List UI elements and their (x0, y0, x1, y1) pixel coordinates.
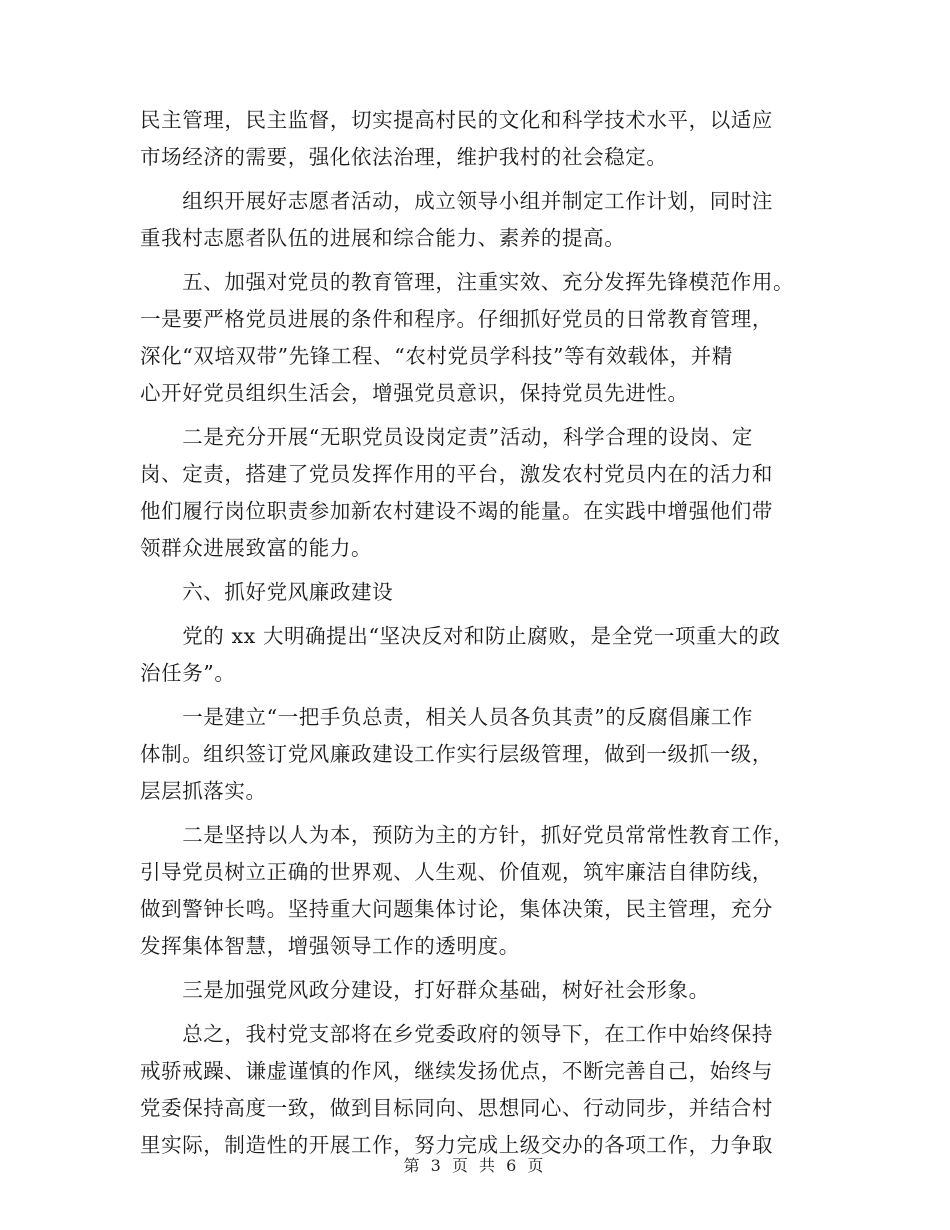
text-line: 三是加强党风政分建设，打好群众基础，树好社会形象。 (140, 978, 710, 1002)
text-line: 心开好党员组织生活会，增强党员意识，保持党员先进性。 (140, 381, 689, 405)
text-line: 党的 xx 大明确提出“坚决反对和防止腐败，是全党一项重大的政 (140, 624, 781, 648)
text-line: 党委保持高度一致，做到目标同向、思想同心、行动同步，并结合村 (140, 1096, 773, 1120)
text-line: 六、抓好党风廉政建设 (140, 580, 394, 604)
text-line: 治任务”。 (140, 661, 236, 685)
text-line: 一是建立“一把手负总责，相关人员各负其责”的反腐倡廉工作 (140, 705, 753, 729)
text-line: 二是充分开展“无职党员设岗定责”活动，科学合理的设岗、定 (140, 425, 753, 449)
text-line: 发挥集体智慧，增强领导工作的透明度。 (140, 934, 520, 958)
text-line: 戒骄戒躁、谦虚谨慎的作风，继续发扬优点，不断完善自己，始终与 (140, 1059, 773, 1083)
text-line: 组织开展好志愿者活动，成立领导小组并制定工作计划，同时注 (140, 189, 773, 213)
text-line: 重我村志愿者队伍的进展和综合能力、素养的提高。 (140, 226, 626, 250)
text-line: 深化“双培双带”先锋工程、“农村党员学科技”等有效载体，并精 (140, 344, 733, 368)
text-line: 引导党员树立正确的世界观、人生观、价值观，筑牢廉洁自律防线， (140, 860, 773, 884)
text-line: 里实际，制造性的开展工作，努力完成上级交办的各项工作，力争取 (140, 1133, 773, 1157)
text-line: 他们履行岗位职责参加新农村建设不竭的能量。在实践中增强他们带 (140, 499, 773, 523)
text-line: 五、加强对党员的教育管理，注重实效、充分发挥先锋模范作用。 (140, 270, 795, 294)
text-line: 总之，我村党支部将在乡党委政府的领导下，在工作中始终保持 (140, 1022, 773, 1046)
text-line: 民主管理，民主监督，切实提高村民的文化和科学技术水平，以适应 (140, 108, 773, 132)
text-line: 做到警钟长鸣。坚持重大问题集体讨论，集体决策，民主管理，充分 (140, 897, 773, 921)
text-line: 体制。组织签订党风廉政建设工作实行层级管理，做到一级抓一级， (140, 742, 773, 766)
text-line: 领群众进展致富的能力。 (140, 536, 373, 560)
text-line: 岗、定责，搭建了党员发挥作用的平台，激发农村党员内在的活力和 (140, 462, 773, 486)
text-line: 市场经济的需要，强化依法治理，维护我村的社会稳定。 (140, 145, 668, 169)
text-line: 一是要严格党员进展的条件和程序。仔细抓好党员的日常教育管理， (140, 307, 773, 331)
text-line: 二是坚持以人为本，预防为主的方针，抓好党员常常性教育工作， (140, 823, 795, 847)
page-footer: 第 3 页 共 6 页 (403, 1156, 547, 1175)
text-line: 层层抓落实。 (140, 779, 267, 803)
